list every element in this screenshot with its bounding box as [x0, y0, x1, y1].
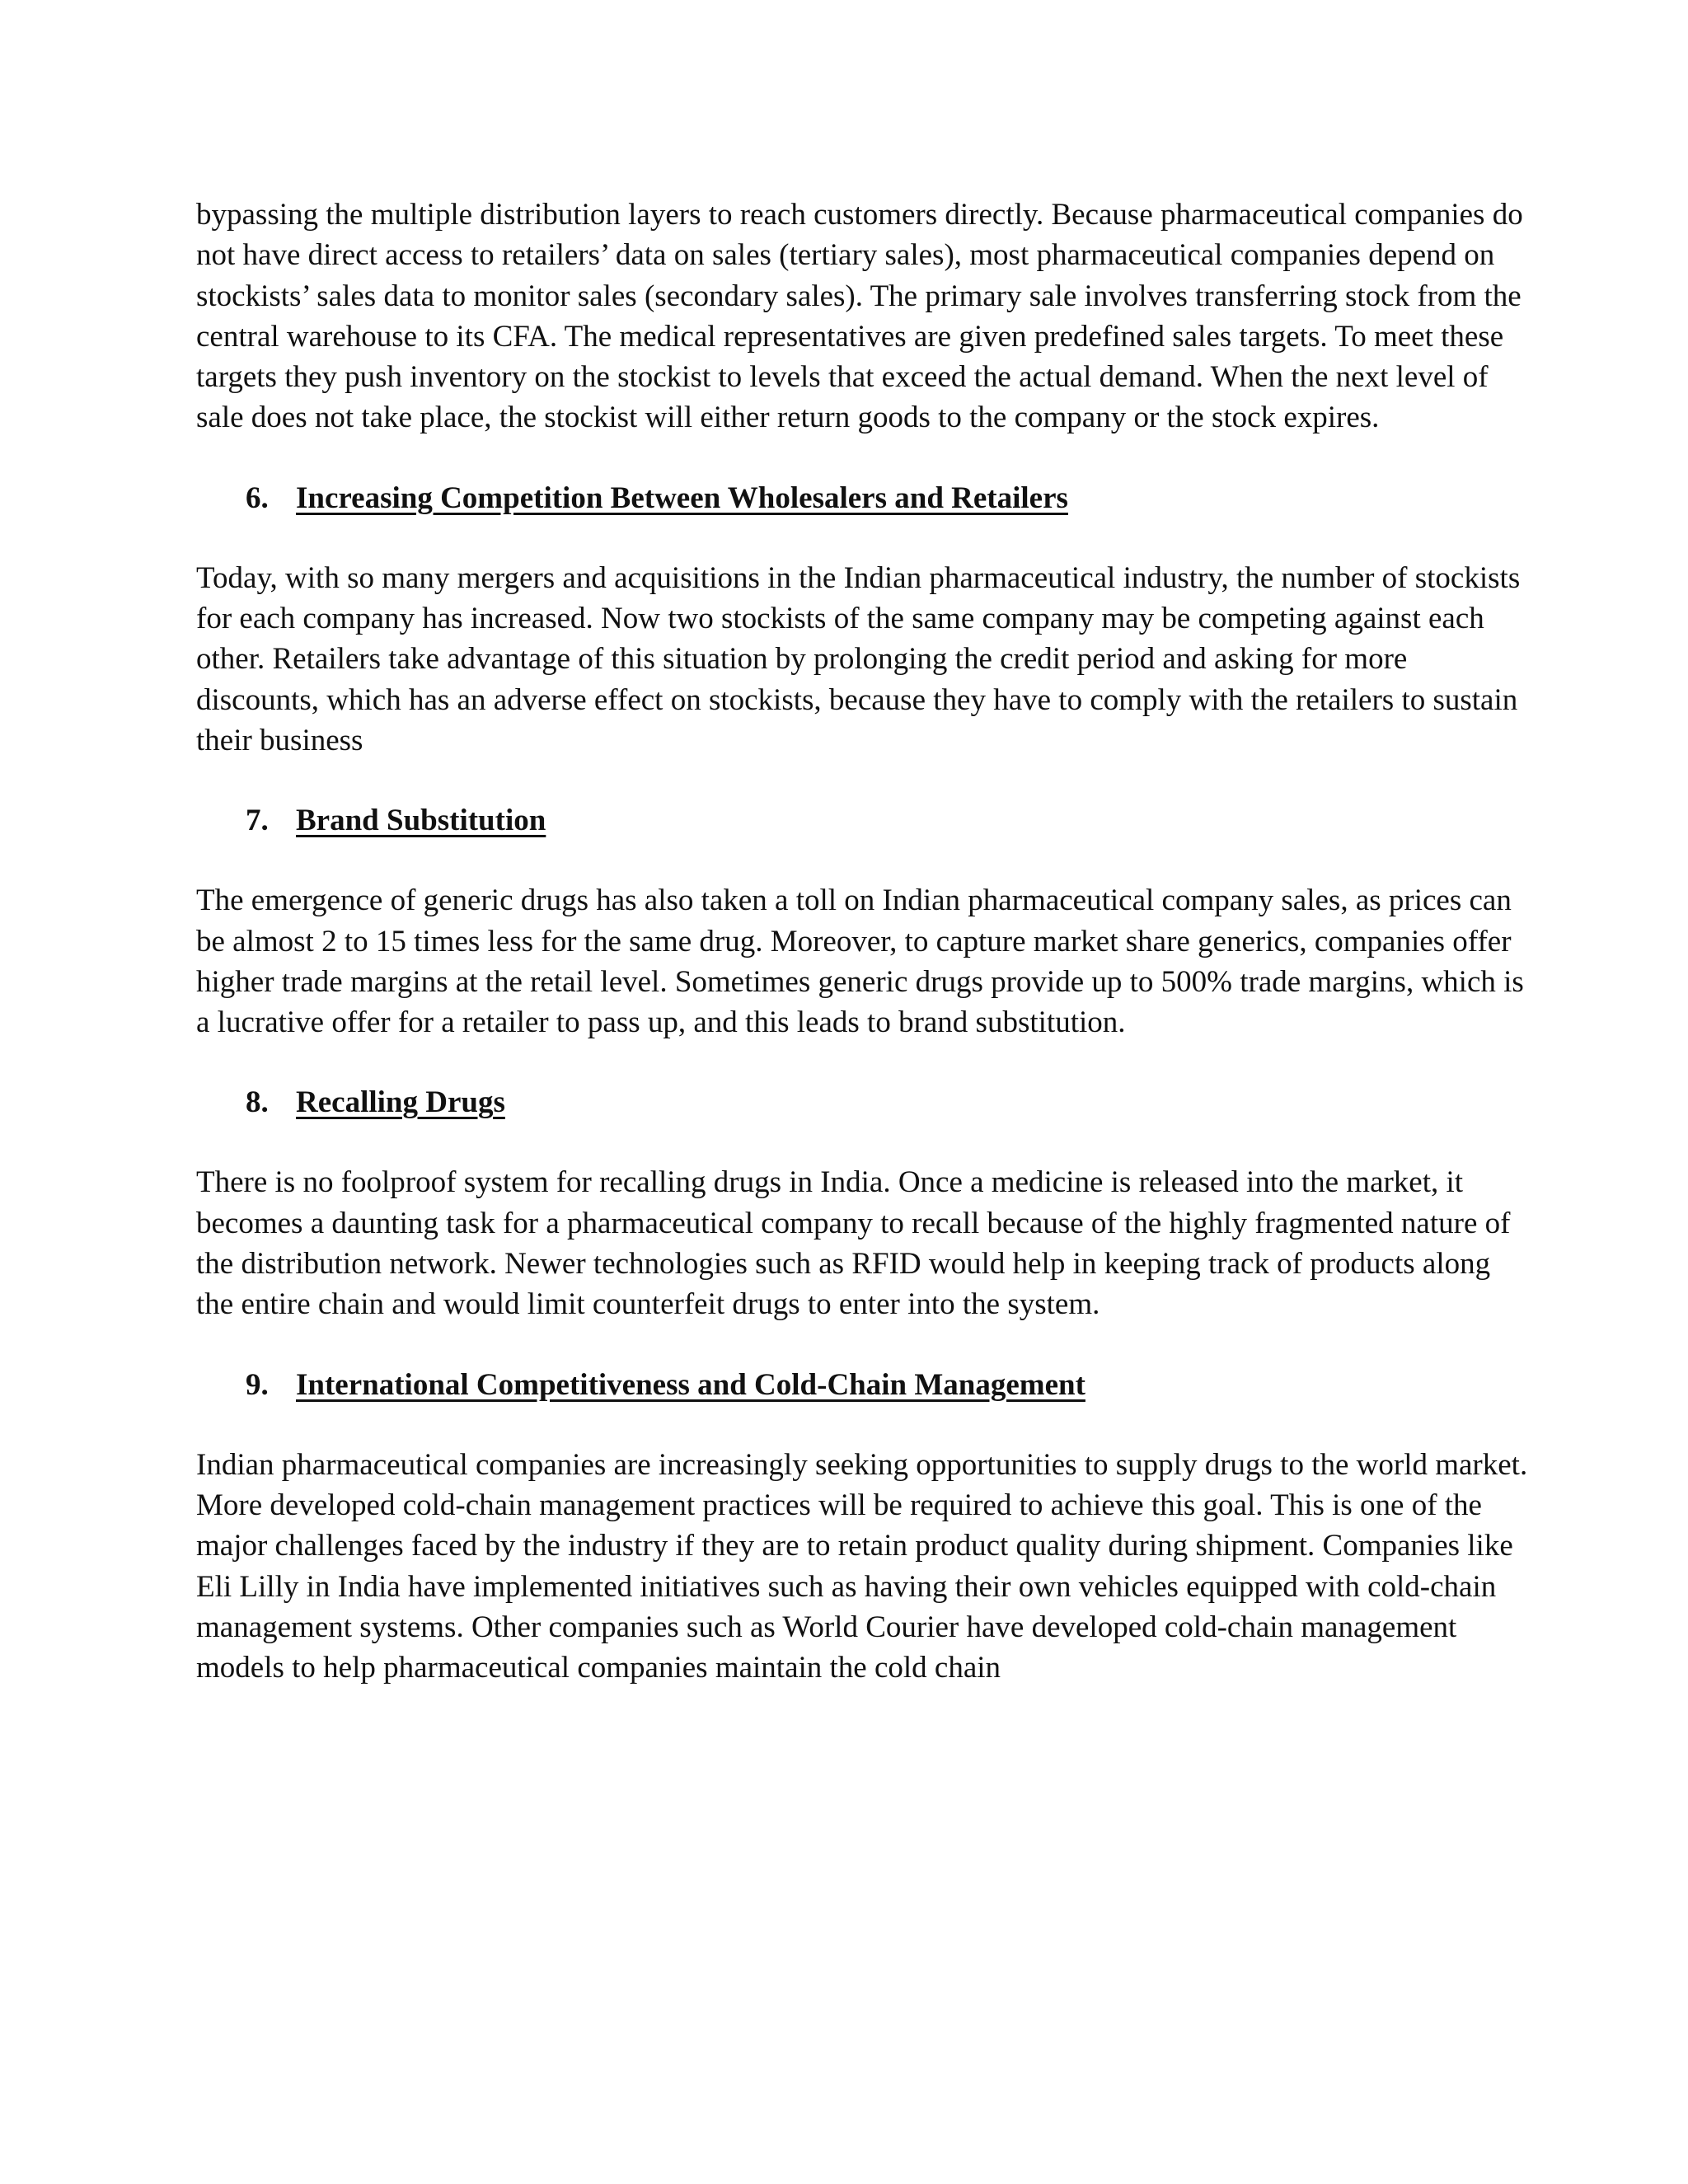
section-body-9: Indian pharmaceutical companies are increasingly seeking opportunities to supply drugs to the world market. More developed cold-chain management practices will be required to achieve this goal. This is one of the major challenges faced by the industry if they are to retain product quality during shipment. Companies like Eli Lilly in India have implemented initiatives such as having their own vehicles equipped with cold-chain management systems. Other companies such as World Courier have developed cold-chain management models to help pharmaceutical companies maintain the cold chain: [196, 1447, 1528, 1685]
section-body-6: Today, with so many mergers and acquisitions in the Indian pharmaceutical industry, the number of stockists for each company has increased. Now two stockists of the same company may be competing against each other. Retailers take advantage of this situation by prolonging the credit period and asking for more discounts, which has an adverse effect on stockists, because they have to comply with the retailers to sustain their business: [196, 560, 1521, 757]
section-heading-6: [196, 478, 1531, 518]
section-number: 8.: [246, 1085, 269, 1120]
intro-paragraph: bypassing the multiple distribution layers to reach customers directly. Because pharmaceutical companies do not have direct access to retailers’ data on sales (tertiary sales), most pharmaceutical companies depend on stockists’ sales data to monitor sales (secondary sales). The primary sale involves transferring stock from the central warehouse to its CFA. The medical representatives are given predefined sales targets. To meet these targets they push inventory on the stockist to levels that exceed the actual demand. When the next level of sale does not take place, the stockist will either return goods to the company or the stock expires.: [196, 198, 1523, 435]
section-title: Recalling Drugs: [296, 1085, 505, 1120]
section-heading-9: [196, 1365, 1531, 1405]
section-body-8: There is no foolproof system for recalling drugs in India. Once a medicine is released into the market, it becomes a daunting task for a pharmaceutical company to recall because of the highly fragmented nature of the distribution network. Newer technologies such as RFID would help in keeping track of products along the entire chain and would limit counterfeit drugs to enter into the system.: [196, 1165, 1511, 1322]
section-title: Brand Substitution: [296, 804, 546, 838]
section-number: 7.: [246, 804, 269, 838]
section-title: Increasing Competition Between Wholesalers and Retailers: [296, 480, 1068, 515]
section-heading-8: [196, 1082, 1531, 1122]
section-heading-7: [196, 800, 1531, 841]
section-number: 6.: [246, 480, 269, 515]
document-page: [196, 194, 1531, 1688]
section-number: 9.: [246, 1367, 269, 1402]
section-title: International Competitiveness and Cold-Chain Management: [296, 1367, 1085, 1402]
section-body-7: The emergence of generic drugs has also taken a toll on Indian pharmaceutical company sales, as prices can be almost 2 to 15 times less for the same drug. Moreover, to capture market share generics, companies offer higher trade margins at the retail level. Sometimes generic drugs provide up to 500% trade margins, which is a lucrative offer for a retailer to pass up, and this leads to brand substitution.: [196, 883, 1524, 1040]
